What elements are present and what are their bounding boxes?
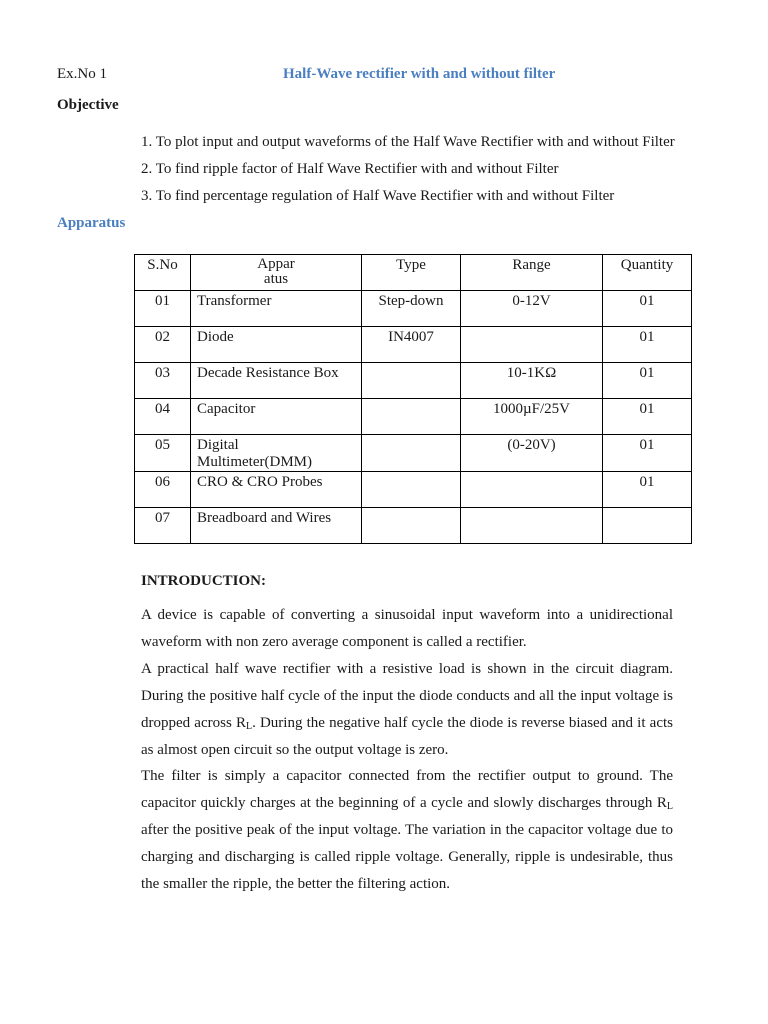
cell-range [461,508,603,544]
cell-sno: 01 [135,291,191,327]
cell-sno: 04 [135,399,191,435]
table-row [135,399,692,435]
cell-apparatus: Digital Multimeter(DMM) [191,435,362,472]
cell-sno: 05 [135,435,191,472]
exercise-number: Ex.No 1 [57,66,107,82]
cell-quantity: 01 [603,435,692,472]
cell-quantity: 01 [603,327,692,363]
cell-type [362,472,461,508]
header-apparatus [191,255,362,291]
header-quantity: Quantity [603,255,692,291]
header-apparatus-line1: Appar [257,256,295,272]
table-row [135,508,692,544]
cell-type [362,435,461,472]
apparatus-heading: Apparatus [57,215,126,231]
cell-apparatus: Decade Resistance Box [191,363,362,399]
cell-range: (0-20V) [461,435,603,472]
intro-paragraph-1: A device is capable of converting a sinusoidal input waveform into a unidirectional waveform with non zero average component is called a rectifier. [141,607,673,650]
cell-apparatus: Capacitor [191,399,362,435]
apparatus-table [134,254,692,544]
cell-range: 0-12V [461,291,603,327]
table-row [135,472,692,508]
table-row [135,327,692,363]
objective-item: 1. To plot input and output waveforms of the Half Wave Rectifier with and without Filter [141,134,675,150]
introduction-heading: INTRODUCTION: [141,573,267,589]
objective-item: 3. To find percentage regulation of Half Wave Rectifier with and without Filter [141,188,615,204]
cell-type [362,508,461,544]
intro-paragraph-2 [141,656,673,764]
table-header-row [135,255,692,291]
intro-p3-text-a: The filter is simply a capacitor connected from the rectifier output to ground. The capacitor quickly charges at the beginning of a cycle and slowly discharges through R [141,768,673,811]
table-row [135,435,692,472]
intro-p3-text-b: after the positive peak of the input voltage. The variation in the capacitor voltage due to charging and discharging is called ripple voltage. Generally, ripple is undesirable, thus the smaller the ripple, the better the filtering action. [141,822,673,892]
intro-p2-text-b: . During the negative half cycle the diode is reverse biased and it acts as almost open circuit so the output voltage is zero. [141,715,673,758]
subscript-l: L [245,721,253,732]
cell-sno: 03 [135,363,191,399]
table-row [135,363,692,399]
cell-type: IN4007 [362,327,461,363]
subscript-l: L [666,801,673,812]
cell-apparatus: Breadboard and Wires [191,508,362,544]
table-row [135,291,692,327]
cell-apparatus: Transformer [191,291,362,327]
cell-quantity: 01 [603,399,692,435]
cell-sno: 02 [135,327,191,363]
header-sno: S.No [135,255,191,291]
objective-item: 2. To find ripple factor of Half Wave Rectifier with and without Filter [141,161,559,177]
cell-range [461,472,603,508]
cell-quantity [603,508,692,544]
cell-apparatus: Diode [191,327,362,363]
cell-type [362,399,461,435]
header-apparatus-line2: atus [263,271,289,287]
header-range: Range [461,255,603,291]
cell-quantity: 01 [603,472,692,508]
cell-range: 1000µF/25V [461,399,603,435]
intro-p2-text-a: A practical half wave rectifier with a resistive load is shown in the circuit diagram. During the positive half cycle of the input the diode conducts and all the input voltage is dropped across R [141,661,673,731]
cell-type [362,363,461,399]
cell-type: Step-down [362,291,461,327]
cell-range [461,327,603,363]
page-title: Half-Wave rectifier with and without filter [283,66,556,82]
objective-list [141,129,675,210]
cell-sno: 07 [135,508,191,544]
intro-paragraph-3 [141,763,673,898]
cell-sno: 06 [135,472,191,508]
cell-range: 10-1KΩ [461,363,603,399]
cell-quantity: 01 [603,291,692,327]
cell-quantity: 01 [603,363,692,399]
objective-heading: Objective [57,97,119,113]
header-type: Type [362,255,461,291]
cell-apparatus: CRO & CRO Probes [191,472,362,508]
